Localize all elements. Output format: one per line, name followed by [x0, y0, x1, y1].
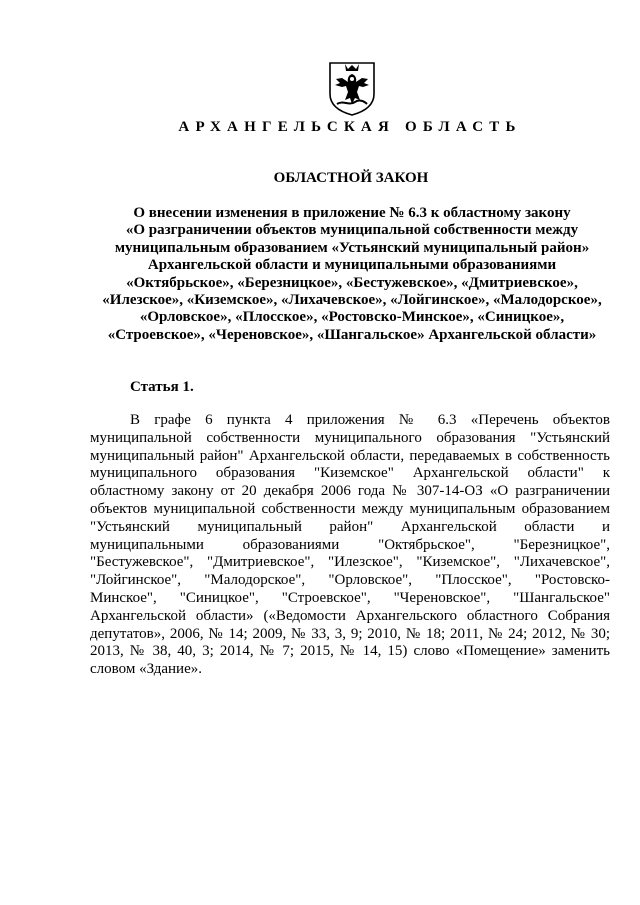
document-type: ОБЛАСТНОЙ ЗАКОН [273, 170, 429, 186]
body-line: муниципального образования "Киземское" Архангельской области" к [90, 465, 610, 482]
body-line: "Устьянский муниципальный район" Архангельской области и [90, 518, 610, 535]
article-heading: Статья 1. [130, 379, 194, 395]
coat-of-arms-emblem [327, 60, 377, 116]
body-line: В графе 6 пункта 4 приложения № 6.3 «Перечень объектов [130, 412, 610, 428]
title-line: «Строевское», «Череновское», «Шангальское» Архангельской области» [107, 326, 597, 343]
body-line: депутатов», 2006, № 14; 2009, № 33, 3, 9; 2010, № 18; 2011, № 24; 2012, № 30; [90, 625, 610, 642]
body-line: областному закону от 20 декабря 2006 года № 307-14-ОЗ «О разграничении [90, 483, 610, 500]
article-body [90, 412, 610, 679]
body-line: Минское", "Синицкое", "Строевское", "Череновское", "Шангальское" [90, 589, 610, 606]
title-line: «Илезское», «Киземское», «Лихачевское», «Лойгинское», «Малодорское», [102, 292, 602, 309]
body-line: Архангельской области» («Ведомости Архангельского областного Собрания [90, 607, 610, 624]
body-line: 2013, № 38, 40, 3; 2014, № 7; 2015, № 14, 15) слово «Помещение» заменить [90, 643, 610, 660]
body-line: муниципальными образованиями "Октябрьское", "Березницкое", [90, 536, 610, 553]
title-line: «Орловское», «Плосское», «Ростовско-Минское», «Синицкое», [139, 309, 565, 326]
region-heading: АРХАНГЕЛЬСКАЯ ОБЛАСТЬ [178, 119, 522, 135]
document-title [92, 205, 612, 344]
title-line: О внесении изменения в приложение № 6.3 к областному закону [133, 205, 571, 221]
body-line: "Лойгинское", "Малодорское", "Орловское", "Плосское", "Ростовско- [90, 572, 610, 589]
title-line: муниципальным образованием «Устьянский муниципальный район» [114, 239, 590, 256]
body-line: объектов муниципальной собственности между муниципальным образованием [90, 500, 610, 517]
title-line: Архангельской области и муниципальными образованиями [147, 257, 557, 274]
body-line: словом «Здание». [90, 661, 202, 678]
body-line: муниципальный район" Архангельской области, передаваемых в собственность [90, 447, 610, 464]
title-line: «О разграничении объектов муниципальной собственности между [125, 222, 579, 239]
body-line: муниципальной собственности муниципального образования "Устьянский [90, 429, 610, 446]
title-line: «Октябрьское», «Березницкое», «Бестужевское», «Дмитриевское», [126, 274, 578, 291]
body-line: "Бестужевское", "Дмитриевское", "Илезское", "Киземское", "Лихачевское", [90, 554, 610, 571]
